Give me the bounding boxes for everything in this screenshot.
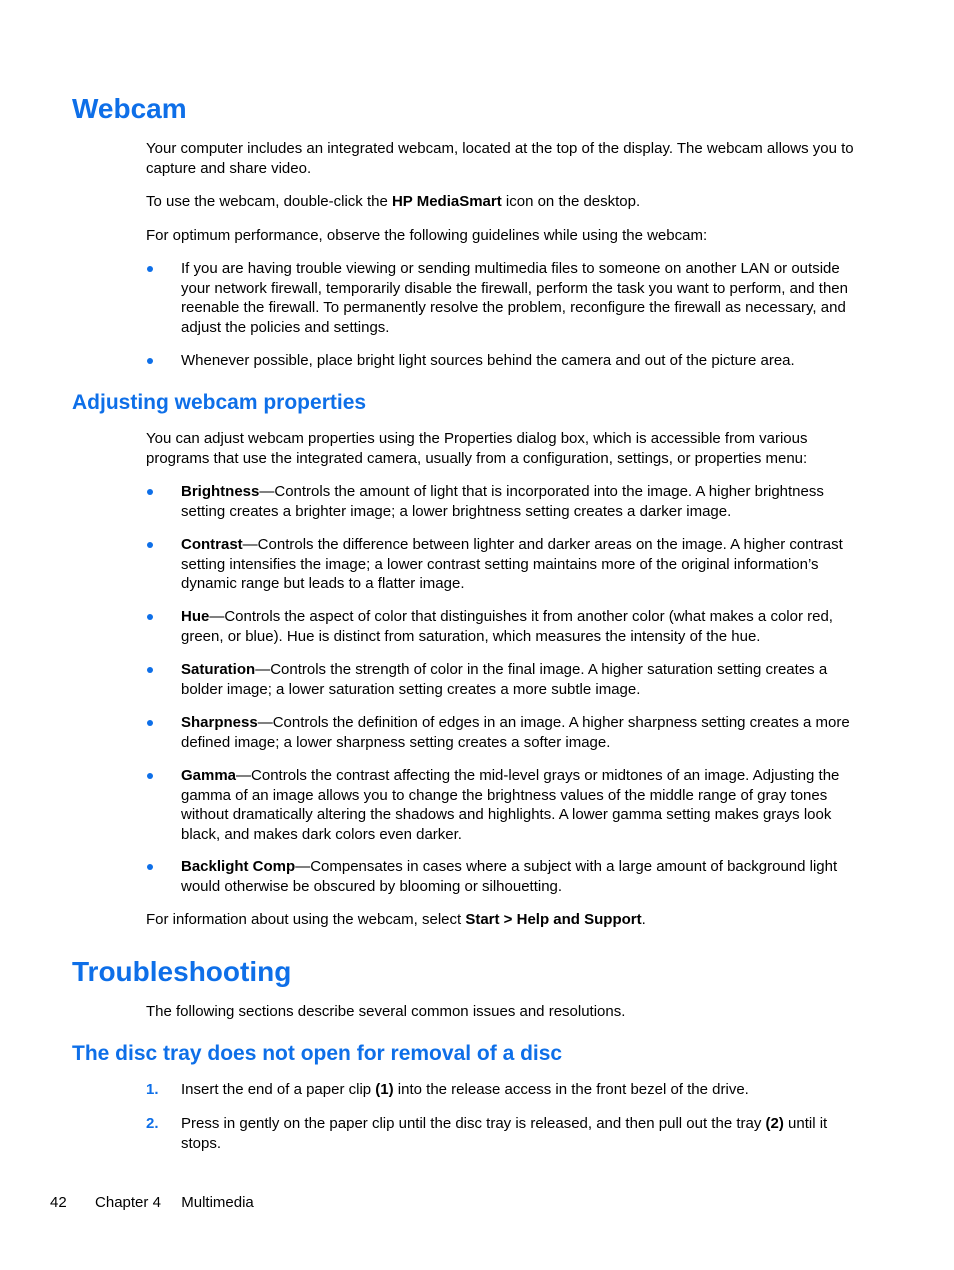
property-description: —Controls the difference between lighter and darker areas on the image. A higher contrast setting intensifies the image; a lower contrast setting maintains more of the original information’s dynamic range but leads to a flatter image. xyxy=(181,536,843,593)
step-item xyxy=(146,1114,871,1153)
guideline-item xyxy=(146,351,871,371)
bullet-icon xyxy=(147,542,153,548)
property-item-gamma xyxy=(146,766,871,844)
troubleshooting-intro-paragraph: The following sections describe several common issues and resolutions. xyxy=(146,1003,626,1020)
step-number: 1. xyxy=(146,1081,159,1098)
heading-troubleshooting: Troubleshooting xyxy=(72,956,292,987)
heading-adjusting-webcam-properties: Adjusting webcam properties xyxy=(72,391,367,414)
property-term: Brightness xyxy=(181,483,260,500)
property-term: Gamma xyxy=(181,767,237,784)
bullet-icon xyxy=(147,358,153,364)
property-description: —Controls the amount of light that is incorporated into the image. A higher brightness setting creates a brighter image; a lower brightness setting creates a darker image. xyxy=(181,483,824,520)
property-term: Saturation xyxy=(181,661,256,678)
footer-chapter-title: Multimedia xyxy=(181,1194,254,1211)
property-description: —Compensates in cases where a subject with a large amount of background light would otherwise be obscured by blooming or silhouetting. xyxy=(181,858,838,895)
property-description: —Controls the aspect of color that distinguishes it from another color (what makes a color red, green, or blue). Hue is distinct from saturation, which measures the intensity of the hue. xyxy=(181,608,833,645)
step-callout: (2) xyxy=(765,1115,784,1132)
bullet-icon xyxy=(147,864,153,870)
guideline-text: If you are having trouble viewing or sending multimedia files to someone on another LAN or outside your network firewall, temporarily disable the firewall, perform the task you want to perform, and then reenable the firewall. To permanently resolve the problem, reconfigure the firewall as necessary, and adjust the policies and settings. xyxy=(181,260,848,336)
property-description: —Controls the strength of color in the final image. A higher saturation setting creates a bolder image; a lower saturation setting creates a more subtle image. xyxy=(181,661,828,698)
help-text-start: For information about using the webcam, select xyxy=(146,911,466,928)
heading-webcam: Webcam xyxy=(72,93,187,124)
bullet-icon xyxy=(147,773,153,779)
step-text-start: Insert the end of a paper clip xyxy=(181,1081,376,1098)
bullet-icon xyxy=(147,614,153,620)
webcam-intro-paragraph: Your computer includes an integrated webcam, located at the top of the display. The webcam allows you to capture and share video. xyxy=(146,140,854,177)
property-item-backlight-comp xyxy=(146,857,871,896)
step-text-start: Press in gently on the paper clip until the disc tray is released, and then pull out the tray xyxy=(181,1115,766,1132)
step-number: 2. xyxy=(146,1115,159,1132)
guideline-text: Whenever possible, place bright light sources behind the camera and out of the picture area. xyxy=(181,352,795,369)
guidelines-intro-paragraph: For optimum performance, observe the following guidelines while using the webcam: xyxy=(146,227,708,244)
step-callout: (1) xyxy=(375,1081,394,1098)
help-menu-path: Start > Help and Support xyxy=(465,911,642,928)
help-info-paragraph xyxy=(146,910,871,930)
step-text-end: into the release access in the front bezel of the drive. xyxy=(393,1081,749,1098)
heading-disc-tray: The disc tray does not open for removal of a disc xyxy=(72,1042,563,1065)
bullet-icon xyxy=(147,489,153,495)
page-footer xyxy=(50,1193,254,1212)
webcam-usage-paragraph xyxy=(146,192,871,212)
property-item-saturation xyxy=(146,660,871,699)
bullet-icon xyxy=(147,720,153,726)
property-term: Hue xyxy=(181,608,210,625)
property-term: Backlight Comp xyxy=(181,858,296,875)
property-item-sharpness xyxy=(146,713,871,752)
property-item-brightness xyxy=(146,482,871,521)
step-item xyxy=(146,1080,871,1100)
property-description: —Controls the contrast affecting the mid-level grays or midtones of an image. Adjusting the gamma of an image allows you to change the brightness values of the middle range of gray tones without dramatically altering the shadows and highlights. A lower gamma setting makes grays look black, and makes dark colors even darker. xyxy=(181,767,840,843)
page-number: 42 xyxy=(50,1194,67,1211)
property-item-hue xyxy=(146,607,871,646)
property-item-contrast xyxy=(146,535,871,594)
usage-app-name: HP MediaSmart xyxy=(391,193,502,210)
usage-text-start: To use the webcam, double-click the xyxy=(146,193,392,210)
property-term: Sharpness xyxy=(181,714,258,731)
step-text-end: until it stops. xyxy=(181,1115,828,1152)
adjusting-intro-paragraph: You can adjust webcam properties using the Properties dialog box, which is accessible from various programs that use the integrated camera, usually from a configuration, settings, or properties menu: xyxy=(146,430,808,467)
help-text-end: . xyxy=(641,911,646,928)
usage-text-end: icon on the desktop. xyxy=(501,193,641,210)
property-description: —Controls the definition of edges in an image. A higher sharpness setting creates a more defined image; a lower sharpness setting creates a softer image. xyxy=(181,714,850,751)
guideline-item xyxy=(146,259,871,337)
bullet-icon xyxy=(147,667,153,673)
footer-chapter: Chapter 4 xyxy=(95,1194,161,1211)
property-term: Contrast xyxy=(181,536,243,553)
bullet-icon xyxy=(147,266,153,272)
